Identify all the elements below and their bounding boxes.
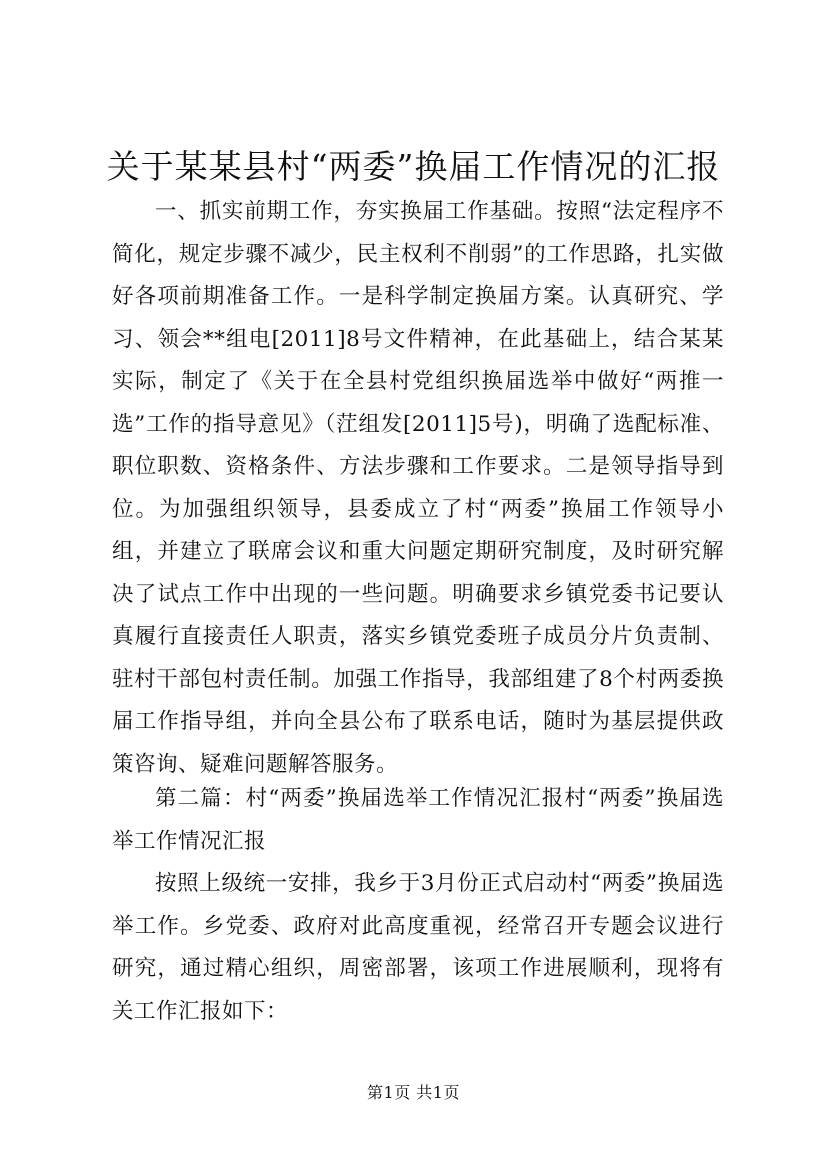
- paragraph-second-article-heading: 第二篇：村“两委”换届选举工作情况汇报村“两委”换届选举工作情况汇报: [112, 786, 724, 854]
- paragraph-work-report-intro: 按照上级统一安排，我乡于3月份正式启动村“两委”换届选举工作。乡党委、政府对此高度重视，经常召开专题会议进行研究，通过精心组织，周密部署，该项工作进展顺利，现将有关工作汇报如下：: [112, 871, 724, 1024]
- page-footer: 第1页 共1页: [367, 1083, 460, 1102]
- paragraph-preparation-work: 一、抓实前期工作，夯实换届工作基础。按照“法定程序不简化，规定步骤不减少，民主权利不削弱”的工作思路，扎实做好各项前期准备工作。一是科学制定换届方案。认真研究、学习、领会**组电[2011]8号文件精神，在此基础上，结合某某实际，制定了《关于在全县村党组织换届选举中做好“两推一选”工作的指导意见》（茳组发[2011]5号)，明确了选配标准、职位职数、资格条件、方法步骤和工作要求。二是领导指导到位。为加强组织领导，县委成立了村“两委”换届工作领导小组，并建立了联席会议和重大问题定期研究制度，及时研究解决了试点工作中出现的一些问题。明确要求乡镇党委书记要认真履行直接责任人职责，落实乡镇党委班子成员分片负责制、驻村干部包村责任制。加强工作指导，我部组建了8个村两委换届工作指导组，并向全县公布了联系电话，随时为基层提供政策咨询、疑难问题解答服务。: [112, 199, 724, 777]
- document-title: 关于某某县村“两委”换届工作情况的汇报: [106, 147, 721, 186]
